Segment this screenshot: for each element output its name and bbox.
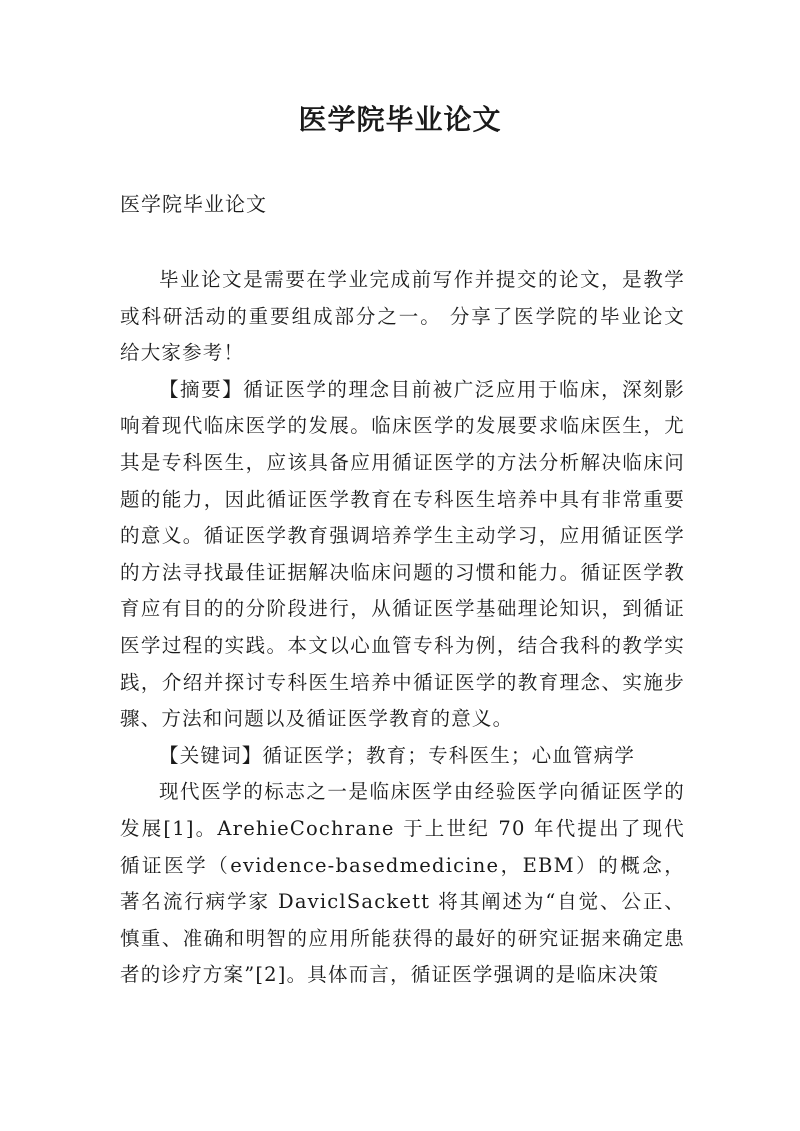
paragraph-main: 现代医学的标志之一是临床医学由经验医学向循证医学的发展[1]。ArehieCochrane 于上世纪 70 年代提出了现代循证医学（evidence-basedmedicine，EBM）的概念，著名流行病学家 DaviclSackett 将其阐述为“自觉、公正、慎重、准确和明智的应用所能获得的最好的研究证据来确定患者的诊疗方案”[2]。具体而言，循证医学强调的是临床决策: [120, 780, 685, 987]
paragraph-intro: 毕业论文是需要在学业完成前写作并提交的论文，是教学或科研活动的重要组成部分之一。 分享了医学院的毕业论文给大家参考！: [120, 268, 685, 365]
paragraph-keywords: 【关键词】循证医学；教育；专科医生；心血管病学: [159, 743, 636, 767]
document-subtitle: 医学院毕业论文: [120, 192, 267, 216]
document-body: [120, 262, 685, 994]
document-title: 医学院毕业论文: [298, 103, 502, 136]
paragraph-abstract: 【摘要】循证医学的理念目前被广泛应用于临床，深刻影响着现代临床医学的发展。临床医学的发展要求临床医生，尤其是专科医生，应该具备应用循证医学的方法分析解决临床问题的能力，因此循证医学教育在专科医生培养中具有非常重要的意义。循证医学教育强调培养学生主动学习，应用循证医学的方法寻找最佳证据解决临床问题的习惯和能力。循证医学教育应有目的的分阶段进行，从循证医学基础理论知识，到循证医学过程的实践。本文以心血管专科为例，结合我科的教学实践，介绍并探讨专科医生培养中循证医学的教育理念、实施步骤、方法和问题以及循证医学教育的意义。: [120, 377, 685, 731]
